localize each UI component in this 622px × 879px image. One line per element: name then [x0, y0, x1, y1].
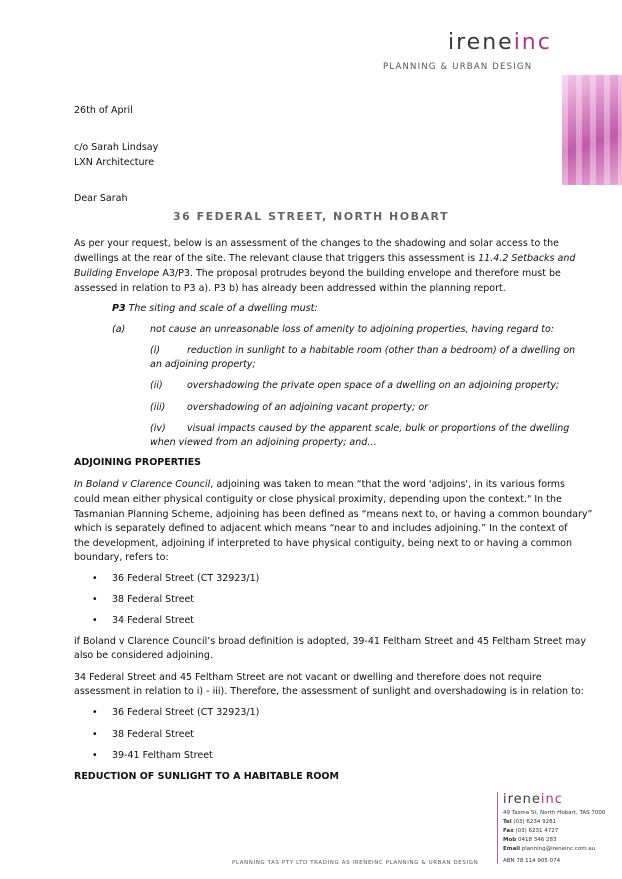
clause-item-line1: overshadowing of an adjoining vacant property; or	[187, 402, 429, 413]
fax-value: (03) 6231 4727	[515, 828, 559, 834]
brand-logo	[448, 30, 552, 55]
intro-line3	[74, 266, 561, 281]
clause-item-line2: an adjoining property;	[150, 359, 256, 370]
list-item: 38 Federal Street	[112, 729, 195, 740]
clause-item-line1: visual impacts caused by the apparent scale, bulk or proportions of the dwelling	[187, 423, 570, 434]
list-item: 36 Federal Street (CT 32923/1)	[112, 707, 260, 718]
list-item: 36 Federal Street (CT 32923/1)	[112, 573, 260, 584]
clause-item-label: (iii)	[150, 402, 166, 413]
intro-line3a: Building Envelope	[74, 268, 160, 279]
recipient-line1: c/o Sarah Lindsay	[74, 142, 159, 153]
footer-divider	[497, 792, 498, 864]
list-item: 39-41 Feltham Street	[112, 750, 213, 761]
tel-value: (03) 6234 9281	[513, 819, 557, 825]
footer-brand-part1: irene	[503, 792, 541, 807]
clause-p3-label: P3	[112, 303, 126, 314]
bullet-icon: •	[92, 750, 98, 761]
bullet-icon: •	[92, 707, 98, 718]
clause-item-label: (i)	[150, 345, 161, 356]
section-heading-adjoining: ADJOINING PROPERTIES	[74, 457, 201, 468]
intro-line2	[74, 251, 575, 266]
adjoining-p3-line2: assessment in relation to i) - iii). Therefore, the assessment of sunlight and overshadowing is in relation to:	[74, 686, 584, 697]
adjoining-p1-line6: boundary, refers to:	[74, 552, 169, 563]
page-title: 36 FEDERAL STREET, NORTH HOBART	[172, 210, 449, 223]
tel-label: Tel	[503, 819, 512, 825]
salutation: Dear Sarah	[74, 193, 128, 204]
intro-line2b: 11.4.2 Setbacks and	[478, 253, 576, 264]
email-value: planning@ireneinc.com.au	[521, 846, 596, 852]
clause-p3-text: The siting and scale of a dwelling must:	[128, 303, 318, 314]
adjoining-p1-line1	[74, 477, 565, 492]
footer-fax	[503, 827, 558, 835]
brand-tagline: PLANNING & URBAN DESIGN	[383, 62, 533, 72]
clause-a-text: not cause an unreasonable loss of amenity to adjoining properties, having regard to:	[150, 324, 554, 335]
footer-address: 49 Tasma St, North Hobart, TAS 7000	[503, 810, 606, 816]
bullet-icon: •	[92, 615, 98, 626]
adjoining-p1-line1b: , adjoining was taken to mean “that the word 'adjoins', in its various forms	[210, 479, 565, 490]
footer-mob	[503, 836, 556, 844]
adjoining-p3-line1: 34 Federal Street and 45 Feltham Street are not vacant or dwelling and therefore does not require	[74, 672, 542, 683]
clause-item-line1: reduction in sunlight to a habitable room (other than a bedroom) of a dwelling on	[187, 345, 576, 356]
adjoining-p1-line2: could mean either physical contiguity or close physical proximity, depending upon the context." In the	[74, 494, 562, 505]
footer-logo	[503, 792, 563, 807]
clause-a-label: (a)	[112, 324, 126, 335]
recipient-line2: LXN Architecture	[74, 157, 155, 168]
footer-email	[503, 845, 595, 853]
adjoining-p1-line4: which is separately defined to adjacent which means “near to and includes adjoining.” In the context of	[74, 523, 568, 534]
decorative-image	[562, 75, 622, 185]
list-item: 34 Federal Street	[112, 615, 195, 626]
intro-line3b: A3/P3. The proposal protrudes beyond the building envelope and therefore must be	[159, 268, 561, 279]
bullet-icon: •	[92, 594, 98, 605]
adjoining-p2-line2: also be considered adjoining.	[74, 650, 213, 661]
bullet-icon: •	[92, 729, 98, 740]
clause-item-label: (ii)	[150, 380, 163, 391]
intro-line2a: dwellings at the rear of the site. The relevant clause that triggers this assessment is	[74, 253, 479, 264]
letter-date: 26th of April	[74, 105, 133, 116]
brand-name-part1: irene	[448, 30, 514, 55]
footer-trading-name: PLANNING TAS PTY LTD TRADING AS IRENEINC PLANNING & URBAN DESIGN	[232, 860, 479, 866]
footer-abn: ABN 78 114 905 074	[503, 858, 561, 864]
adjoining-p2-line1: if Boland v Clarence Council’s broad definition is adopted, 39-41 Feltham Street and 45 Feltham Street may	[74, 636, 586, 647]
clause-p3	[112, 301, 318, 316]
intro-line4: assessed in relation to P3 a). P3 b) has already been addressed within the planning report.	[74, 283, 506, 294]
section-heading-sunlight: REDUCTION OF SUNLIGHT TO A HABITABLE ROOM	[74, 771, 339, 782]
footer-brand-part2: inc	[540, 792, 563, 807]
list-item: 38 Federal Street	[112, 594, 195, 605]
fax-label: Fax	[503, 828, 514, 834]
footer-tel	[503, 818, 556, 826]
clause-item-line1: overshadowing the private open space of a dwelling on an adjoining property;	[187, 380, 560, 391]
mob-value: 0418 346 283	[517, 837, 557, 843]
email-label: Email	[503, 846, 520, 852]
mob-label: Mob	[503, 837, 517, 843]
adjoining-p1-line3: Tasmanian Planning Scheme, adjoining has been defined as “means next to, or having a common boundary”	[74, 509, 593, 520]
bullet-icon: •	[92, 573, 98, 584]
intro-line1: As per your request, below is an assessment of the changes to the shadowing and solar access to the	[74, 238, 559, 249]
clause-item-label: (iv)	[150, 423, 166, 434]
clause-item-line2: when viewed from an adjoining property; and…	[150, 437, 377, 448]
case-name: In Boland v Clarence Council	[74, 479, 211, 490]
brand-name-part2: inc	[513, 30, 552, 55]
adjoining-p1-line5: the development, adjoining if interpreted to have physical contiguity, being next to or having a common	[74, 538, 573, 549]
